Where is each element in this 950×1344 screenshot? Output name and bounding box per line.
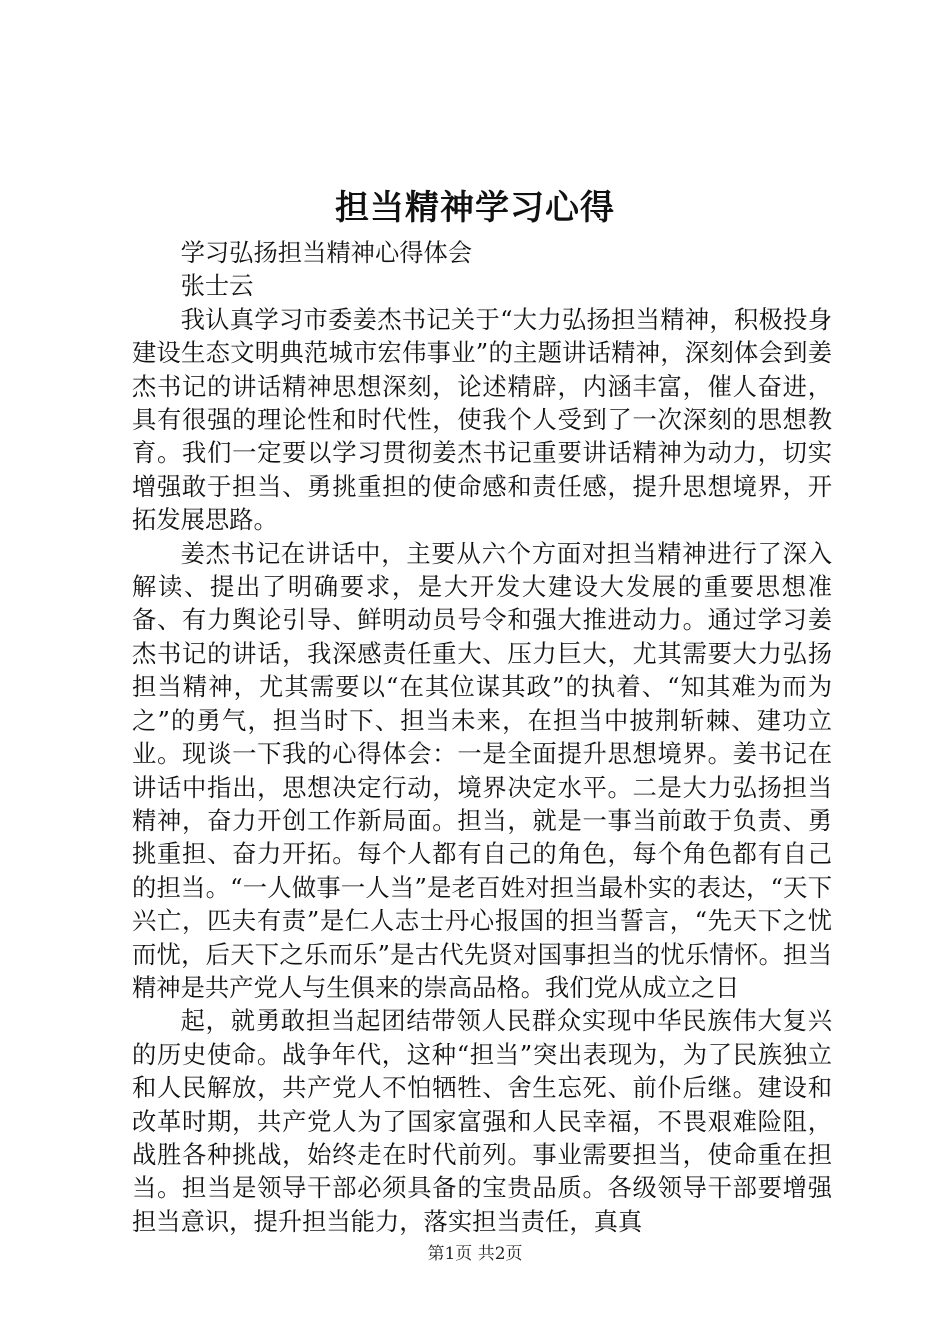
paragraph: 起，就勇敢担当起团结带领人民群众实现中华民族伟大复兴的历史使命。战争年代，这种“担当”突出表现为，为了民族独立和人民解放，共产党人不怕牺牲、舍生忘死、前仆后继。建设和改革时期，共产党人为了国家富强和人民幸福，不畏艰难险阻，战胜各种挑战，始终走在时代前列。事业需要担当，使命重在担当。担当是领导干部必须具备的宝贵品质。各级领导干部要增强担当意识，提升担当能力，落实担当责任，真真	[132, 1006, 832, 1236]
document-body	[132, 236, 832, 1238]
document-author: 张士云	[180, 271, 254, 301]
document-subtitle: 学习弘扬担当精神心得体会	[180, 238, 473, 267]
paragraph: 我认真学习市委姜杰书记关于“大力弘扬担当精神，积极投身建设生态文明典范城市宏伟事业”的主题讲话精神，深刻体会到姜杰书记的讲话精神思想深刻，论述精辟，内涵丰富，催人奋进，具有很强的理论性和时代性，使我个人受到了一次深刻的思想教育。我们一定要以学习贯彻姜杰书记重要讲话精神为动力，切实增强敢于担当、勇挑重担的使命感和责任感，提升思想境界，开拓发展思路。	[132, 304, 832, 535]
paragraph: 姜杰书记在讲话中，主要从六个方面对担当精神进行了深入解读、提出了明确要求，是大开发大建设大发展的重要思想准备、有力舆论引导、鲜明动员号令和强大推进动力。通过学习姜杰书记的讲话，我深感责任重大、压力巨大，尤其需要大力弘扬担当精神，尤其需要以“在其位谋其政”的执着、“知其难为而为之”的勇气，担当时下、担当未来，在担当中披荆斩棘、建功立业。现谈一下我的心得体会：一是全面提升思想境界。姜书记在讲话中指出，思想决定行动，境界决定水平。二是大力弘扬担当精神，奋力开创工作新局面。担当，就是一事当前敢于负责、勇挑重担、奋力开拓。每个人都有自己的角色，每个角色都有自己的担当。“一人做事一人当”是老百姓对担当最朴实的表达，“天下兴亡，匹夫有责”是仁人志士丹心报国的担当誓言，“先天下之忧而忧，后天下之乐而乐”是古代先贤对国事担当的忧乐情怀。担当精神是共产党人与生俱来的崇高品格。我们党从成立之日	[132, 538, 832, 1002]
document-title: 担当精神学习心得	[335, 188, 615, 228]
page-footer: 第1页 共2页	[427, 1244, 523, 1264]
